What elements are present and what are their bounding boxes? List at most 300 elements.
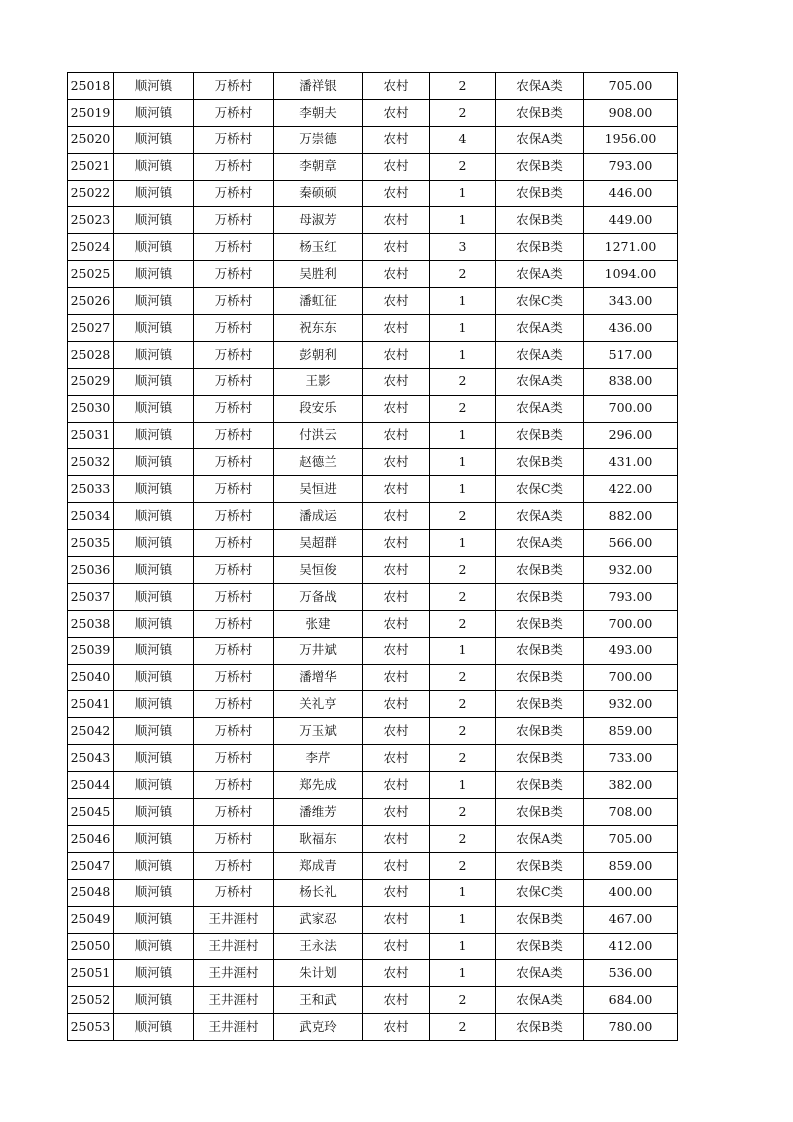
amount-cell: 932.00 (584, 691, 678, 718)
record-id-cell: 25045 (68, 799, 114, 826)
town-cell: 顺河镇 (114, 557, 194, 584)
village-cell: 王井涯村 (194, 987, 274, 1014)
people-count-cell: 1 (430, 933, 496, 960)
household-type-cell: 农村 (363, 718, 430, 745)
amount-cell: 446.00 (584, 180, 678, 207)
household-type-cell: 农村 (363, 73, 430, 100)
record-id-cell: 25020 (68, 126, 114, 153)
category-cell: 农保B类 (496, 772, 584, 799)
category-cell: 农保C类 (496, 288, 584, 315)
village-cell: 万桥村 (194, 395, 274, 422)
record-id-cell: 25023 (68, 207, 114, 234)
name-cell: 王永法 (274, 933, 363, 960)
village-cell: 万桥村 (194, 476, 274, 503)
village-cell: 万桥村 (194, 368, 274, 395)
record-id-cell: 25029 (68, 368, 114, 395)
people-count-cell: 2 (430, 852, 496, 879)
category-cell: 农保B类 (496, 153, 584, 180)
household-type-cell: 农村 (363, 745, 430, 772)
people-count-cell: 2 (430, 825, 496, 852)
table-row (68, 126, 678, 153)
village-cell: 万桥村 (194, 530, 274, 557)
table-row (68, 906, 678, 933)
record-id-cell: 25048 (68, 879, 114, 906)
amount-cell: 382.00 (584, 772, 678, 799)
town-cell: 顺河镇 (114, 476, 194, 503)
table-row (68, 530, 678, 557)
town-cell: 顺河镇 (114, 153, 194, 180)
table-row (68, 852, 678, 879)
people-count-cell: 1 (430, 906, 496, 933)
people-count-cell: 1 (430, 207, 496, 234)
village-cell: 万桥村 (194, 261, 274, 288)
table-row (68, 933, 678, 960)
table-row (68, 476, 678, 503)
village-cell: 万桥村 (194, 718, 274, 745)
people-count-cell: 2 (430, 99, 496, 126)
category-cell: 农保B类 (496, 449, 584, 476)
record-id-cell: 25018 (68, 73, 114, 100)
amount-cell: 684.00 (584, 987, 678, 1014)
village-cell: 万桥村 (194, 799, 274, 826)
category-cell: 农保B类 (496, 99, 584, 126)
town-cell: 顺河镇 (114, 960, 194, 987)
amount-cell: 859.00 (584, 852, 678, 879)
name-cell: 赵德兰 (274, 449, 363, 476)
household-type-cell: 农村 (363, 772, 430, 799)
record-id-cell: 25052 (68, 987, 114, 1014)
record-id-cell: 25047 (68, 852, 114, 879)
record-id-cell: 25022 (68, 180, 114, 207)
town-cell: 顺河镇 (114, 906, 194, 933)
town-cell: 顺河镇 (114, 180, 194, 207)
amount-cell: 436.00 (584, 315, 678, 342)
people-count-cell: 1 (430, 530, 496, 557)
people-count-cell: 1 (430, 180, 496, 207)
roster-table (67, 72, 678, 1041)
household-type-cell: 农村 (363, 825, 430, 852)
village-cell: 万桥村 (194, 180, 274, 207)
record-id-cell: 25034 (68, 503, 114, 530)
people-count-cell: 1 (430, 637, 496, 664)
amount-cell: 705.00 (584, 73, 678, 100)
household-type-cell: 农村 (363, 879, 430, 906)
village-cell: 万桥村 (194, 449, 274, 476)
amount-cell: 400.00 (584, 879, 678, 906)
record-id-cell: 25038 (68, 610, 114, 637)
people-count-cell: 2 (430, 664, 496, 691)
record-id-cell: 25024 (68, 234, 114, 261)
name-cell: 郑先成 (274, 772, 363, 799)
town-cell: 顺河镇 (114, 315, 194, 342)
household-type-cell: 农村 (363, 933, 430, 960)
household-type-cell: 农村 (363, 852, 430, 879)
name-cell: 王和武 (274, 987, 363, 1014)
table-row (68, 825, 678, 852)
amount-cell: 882.00 (584, 503, 678, 530)
category-cell: 农保C类 (496, 879, 584, 906)
village-cell: 万桥村 (194, 664, 274, 691)
amount-cell: 700.00 (584, 610, 678, 637)
household-type-cell: 农村 (363, 449, 430, 476)
record-id-cell: 25028 (68, 341, 114, 368)
category-cell: 农保A类 (496, 73, 584, 100)
amount-cell: 700.00 (584, 395, 678, 422)
record-id-cell: 25031 (68, 422, 114, 449)
category-cell: 农保B类 (496, 691, 584, 718)
record-id-cell: 25025 (68, 261, 114, 288)
household-type-cell: 农村 (363, 960, 430, 987)
amount-cell: 493.00 (584, 637, 678, 664)
village-cell: 万桥村 (194, 637, 274, 664)
table-row (68, 153, 678, 180)
village-cell: 万桥村 (194, 852, 274, 879)
people-count-cell: 1 (430, 960, 496, 987)
amount-cell: 1271.00 (584, 234, 678, 261)
record-id-cell: 25021 (68, 153, 114, 180)
household-type-cell: 农村 (363, 422, 430, 449)
town-cell: 顺河镇 (114, 261, 194, 288)
people-count-cell: 2 (430, 1014, 496, 1041)
people-count-cell: 2 (430, 745, 496, 772)
record-id-cell: 25035 (68, 530, 114, 557)
name-cell: 万井斌 (274, 637, 363, 664)
name-cell: 吴恒俊 (274, 557, 363, 584)
people-count-cell: 2 (430, 557, 496, 584)
record-id-cell: 25037 (68, 583, 114, 610)
town-cell: 顺河镇 (114, 987, 194, 1014)
record-id-cell: 25046 (68, 825, 114, 852)
name-cell: 张建 (274, 610, 363, 637)
household-type-cell: 农村 (363, 368, 430, 395)
name-cell: 吴胜利 (274, 261, 363, 288)
record-id-cell: 25033 (68, 476, 114, 503)
category-cell: 农保B类 (496, 1014, 584, 1041)
village-cell: 万桥村 (194, 422, 274, 449)
town-cell: 顺河镇 (114, 368, 194, 395)
town-cell: 顺河镇 (114, 718, 194, 745)
category-cell: 农保A类 (496, 315, 584, 342)
category-cell: 农保B类 (496, 906, 584, 933)
village-cell: 万桥村 (194, 557, 274, 584)
town-cell: 顺河镇 (114, 503, 194, 530)
record-id-cell: 25044 (68, 772, 114, 799)
village-cell: 万桥村 (194, 288, 274, 315)
amount-cell: 780.00 (584, 1014, 678, 1041)
name-cell: 潘祥银 (274, 73, 363, 100)
table-row (68, 503, 678, 530)
household-type-cell: 农村 (363, 207, 430, 234)
village-cell: 王井涯村 (194, 933, 274, 960)
name-cell: 付洪云 (274, 422, 363, 449)
amount-cell: 1094.00 (584, 261, 678, 288)
people-count-cell: 2 (430, 73, 496, 100)
name-cell: 李朝夫 (274, 99, 363, 126)
town-cell: 顺河镇 (114, 126, 194, 153)
table-row (68, 610, 678, 637)
amount-cell: 1956.00 (584, 126, 678, 153)
town-cell: 顺河镇 (114, 637, 194, 664)
household-type-cell: 农村 (363, 637, 430, 664)
village-cell: 王井涯村 (194, 1014, 274, 1041)
name-cell: 吴超群 (274, 530, 363, 557)
table-row (68, 315, 678, 342)
table-row (68, 772, 678, 799)
name-cell: 段安乐 (274, 395, 363, 422)
people-count-cell: 2 (430, 799, 496, 826)
town-cell: 顺河镇 (114, 879, 194, 906)
town-cell: 顺河镇 (114, 664, 194, 691)
household-type-cell: 农村 (363, 799, 430, 826)
record-id-cell: 25019 (68, 99, 114, 126)
table-row (68, 368, 678, 395)
town-cell: 顺河镇 (114, 395, 194, 422)
amount-cell: 431.00 (584, 449, 678, 476)
village-cell: 万桥村 (194, 341, 274, 368)
amount-cell: 449.00 (584, 207, 678, 234)
category-cell: 农保A类 (496, 341, 584, 368)
town-cell: 顺河镇 (114, 234, 194, 261)
name-cell: 万玉斌 (274, 718, 363, 745)
table-row (68, 1014, 678, 1041)
record-id-cell: 25030 (68, 395, 114, 422)
town-cell: 顺河镇 (114, 422, 194, 449)
category-cell: 农保B类 (496, 234, 584, 261)
household-type-cell: 农村 (363, 341, 430, 368)
category-cell: 农保B类 (496, 610, 584, 637)
name-cell: 朱计划 (274, 960, 363, 987)
household-type-cell: 农村 (363, 557, 430, 584)
household-type-cell: 农村 (363, 126, 430, 153)
village-cell: 万桥村 (194, 126, 274, 153)
household-type-cell: 农村 (363, 691, 430, 718)
household-type-cell: 农村 (363, 503, 430, 530)
village-cell: 万桥村 (194, 583, 274, 610)
category-cell: 农保B类 (496, 422, 584, 449)
town-cell: 顺河镇 (114, 341, 194, 368)
table-row (68, 73, 678, 100)
people-count-cell: 1 (430, 422, 496, 449)
town-cell: 顺河镇 (114, 799, 194, 826)
amount-cell: 517.00 (584, 341, 678, 368)
household-type-cell: 农村 (363, 395, 430, 422)
table-row (68, 637, 678, 664)
table-row (68, 288, 678, 315)
record-id-cell: 25036 (68, 557, 114, 584)
table-row (68, 395, 678, 422)
name-cell: 秦硕硕 (274, 180, 363, 207)
table-row (68, 422, 678, 449)
name-cell: 郑成青 (274, 852, 363, 879)
people-count-cell: 2 (430, 153, 496, 180)
name-cell: 李朝章 (274, 153, 363, 180)
town-cell: 顺河镇 (114, 745, 194, 772)
village-cell: 万桥村 (194, 207, 274, 234)
town-cell: 顺河镇 (114, 449, 194, 476)
household-type-cell: 农村 (363, 153, 430, 180)
town-cell: 顺河镇 (114, 207, 194, 234)
record-id-cell: 25043 (68, 745, 114, 772)
table-row (68, 341, 678, 368)
village-cell: 万桥村 (194, 73, 274, 100)
people-count-cell: 2 (430, 261, 496, 288)
category-cell: 农保A类 (496, 126, 584, 153)
town-cell: 顺河镇 (114, 1014, 194, 1041)
name-cell: 潘成运 (274, 503, 363, 530)
people-count-cell: 1 (430, 476, 496, 503)
amount-cell: 793.00 (584, 583, 678, 610)
village-cell: 万桥村 (194, 315, 274, 342)
name-cell: 杨长礼 (274, 879, 363, 906)
record-id-cell: 25027 (68, 315, 114, 342)
village-cell: 万桥村 (194, 825, 274, 852)
household-type-cell: 农村 (363, 234, 430, 261)
town-cell: 顺河镇 (114, 530, 194, 557)
people-count-cell: 1 (430, 315, 496, 342)
name-cell: 潘维芳 (274, 799, 363, 826)
name-cell: 吴恒进 (274, 476, 363, 503)
table-row (68, 664, 678, 691)
record-id-cell: 25053 (68, 1014, 114, 1041)
people-count-cell: 2 (430, 987, 496, 1014)
category-cell: 农保B类 (496, 664, 584, 691)
household-type-cell: 农村 (363, 906, 430, 933)
amount-cell: 838.00 (584, 368, 678, 395)
table-row (68, 180, 678, 207)
household-type-cell: 农村 (363, 610, 430, 637)
record-id-cell: 25049 (68, 906, 114, 933)
village-cell: 万桥村 (194, 503, 274, 530)
household-type-cell: 农村 (363, 1014, 430, 1041)
amount-cell: 908.00 (584, 99, 678, 126)
household-type-cell: 农村 (363, 99, 430, 126)
category-cell: 农保A类 (496, 960, 584, 987)
village-cell: 万桥村 (194, 99, 274, 126)
amount-cell: 932.00 (584, 557, 678, 584)
household-type-cell: 农村 (363, 315, 430, 342)
household-type-cell: 农村 (363, 180, 430, 207)
household-type-cell: 农村 (363, 261, 430, 288)
people-count-cell: 2 (430, 718, 496, 745)
amount-cell: 343.00 (584, 288, 678, 315)
category-cell: 农保A类 (496, 503, 584, 530)
name-cell: 武家忍 (274, 906, 363, 933)
category-cell: 农保B类 (496, 637, 584, 664)
household-type-cell: 农村 (363, 583, 430, 610)
amount-cell: 733.00 (584, 745, 678, 772)
people-count-cell: 2 (430, 610, 496, 637)
village-cell: 万桥村 (194, 610, 274, 637)
village-cell: 万桥村 (194, 879, 274, 906)
town-cell: 顺河镇 (114, 583, 194, 610)
name-cell: 武克玲 (274, 1014, 363, 1041)
people-count-cell: 1 (430, 879, 496, 906)
people-count-cell: 1 (430, 341, 496, 368)
amount-cell: 700.00 (584, 664, 678, 691)
name-cell: 万备战 (274, 583, 363, 610)
category-cell: 农保A类 (496, 987, 584, 1014)
table-row (68, 99, 678, 126)
table-row (68, 557, 678, 584)
people-count-cell: 3 (430, 234, 496, 261)
name-cell: 彭朝利 (274, 341, 363, 368)
town-cell: 顺河镇 (114, 610, 194, 637)
category-cell: 农保B类 (496, 852, 584, 879)
table-row (68, 449, 678, 476)
village-cell: 王井涯村 (194, 960, 274, 987)
amount-cell: 536.00 (584, 960, 678, 987)
category-cell: 农保B类 (496, 718, 584, 745)
category-cell: 农保B类 (496, 557, 584, 584)
category-cell: 农保B类 (496, 583, 584, 610)
record-id-cell: 25040 (68, 664, 114, 691)
name-cell: 李芹 (274, 745, 363, 772)
name-cell: 潘虹征 (274, 288, 363, 315)
household-type-cell: 农村 (363, 664, 430, 691)
village-cell: 万桥村 (194, 691, 274, 718)
amount-cell: 859.00 (584, 718, 678, 745)
name-cell: 杨玉红 (274, 234, 363, 261)
name-cell: 祝东东 (274, 315, 363, 342)
amount-cell: 422.00 (584, 476, 678, 503)
amount-cell: 705.00 (584, 825, 678, 852)
category-cell: 农保A类 (496, 825, 584, 852)
record-id-cell: 25039 (68, 637, 114, 664)
name-cell: 潘增华 (274, 664, 363, 691)
record-id-cell: 25041 (68, 691, 114, 718)
people-count-cell: 1 (430, 772, 496, 799)
name-cell: 万崇德 (274, 126, 363, 153)
village-cell: 王井涯村 (194, 906, 274, 933)
table-row (68, 691, 678, 718)
amount-cell: 412.00 (584, 933, 678, 960)
people-count-cell: 2 (430, 691, 496, 718)
household-type-cell: 农村 (363, 530, 430, 557)
people-count-cell: 2 (430, 583, 496, 610)
people-count-cell: 4 (430, 126, 496, 153)
household-type-cell: 农村 (363, 288, 430, 315)
town-cell: 顺河镇 (114, 825, 194, 852)
table-row (68, 745, 678, 772)
name-cell: 王影 (274, 368, 363, 395)
record-id-cell: 25051 (68, 960, 114, 987)
people-count-cell: 2 (430, 503, 496, 530)
table-row (68, 207, 678, 234)
household-type-cell: 农村 (363, 987, 430, 1014)
name-cell: 母淑芳 (274, 207, 363, 234)
village-cell: 万桥村 (194, 234, 274, 261)
household-type-cell: 农村 (363, 476, 430, 503)
category-cell: 农保B类 (496, 180, 584, 207)
village-cell: 万桥村 (194, 153, 274, 180)
town-cell: 顺河镇 (114, 772, 194, 799)
table-row (68, 960, 678, 987)
table-row (68, 718, 678, 745)
category-cell: 农保C类 (496, 476, 584, 503)
town-cell: 顺河镇 (114, 691, 194, 718)
name-cell: 关礼亨 (274, 691, 363, 718)
town-cell: 顺河镇 (114, 73, 194, 100)
village-cell: 万桥村 (194, 745, 274, 772)
people-count-cell: 2 (430, 368, 496, 395)
category-cell: 农保A类 (496, 395, 584, 422)
category-cell: 农保B类 (496, 933, 584, 960)
table-row (68, 234, 678, 261)
category-cell: 农保A类 (496, 368, 584, 395)
town-cell: 顺河镇 (114, 99, 194, 126)
amount-cell: 793.00 (584, 153, 678, 180)
table-row (68, 583, 678, 610)
